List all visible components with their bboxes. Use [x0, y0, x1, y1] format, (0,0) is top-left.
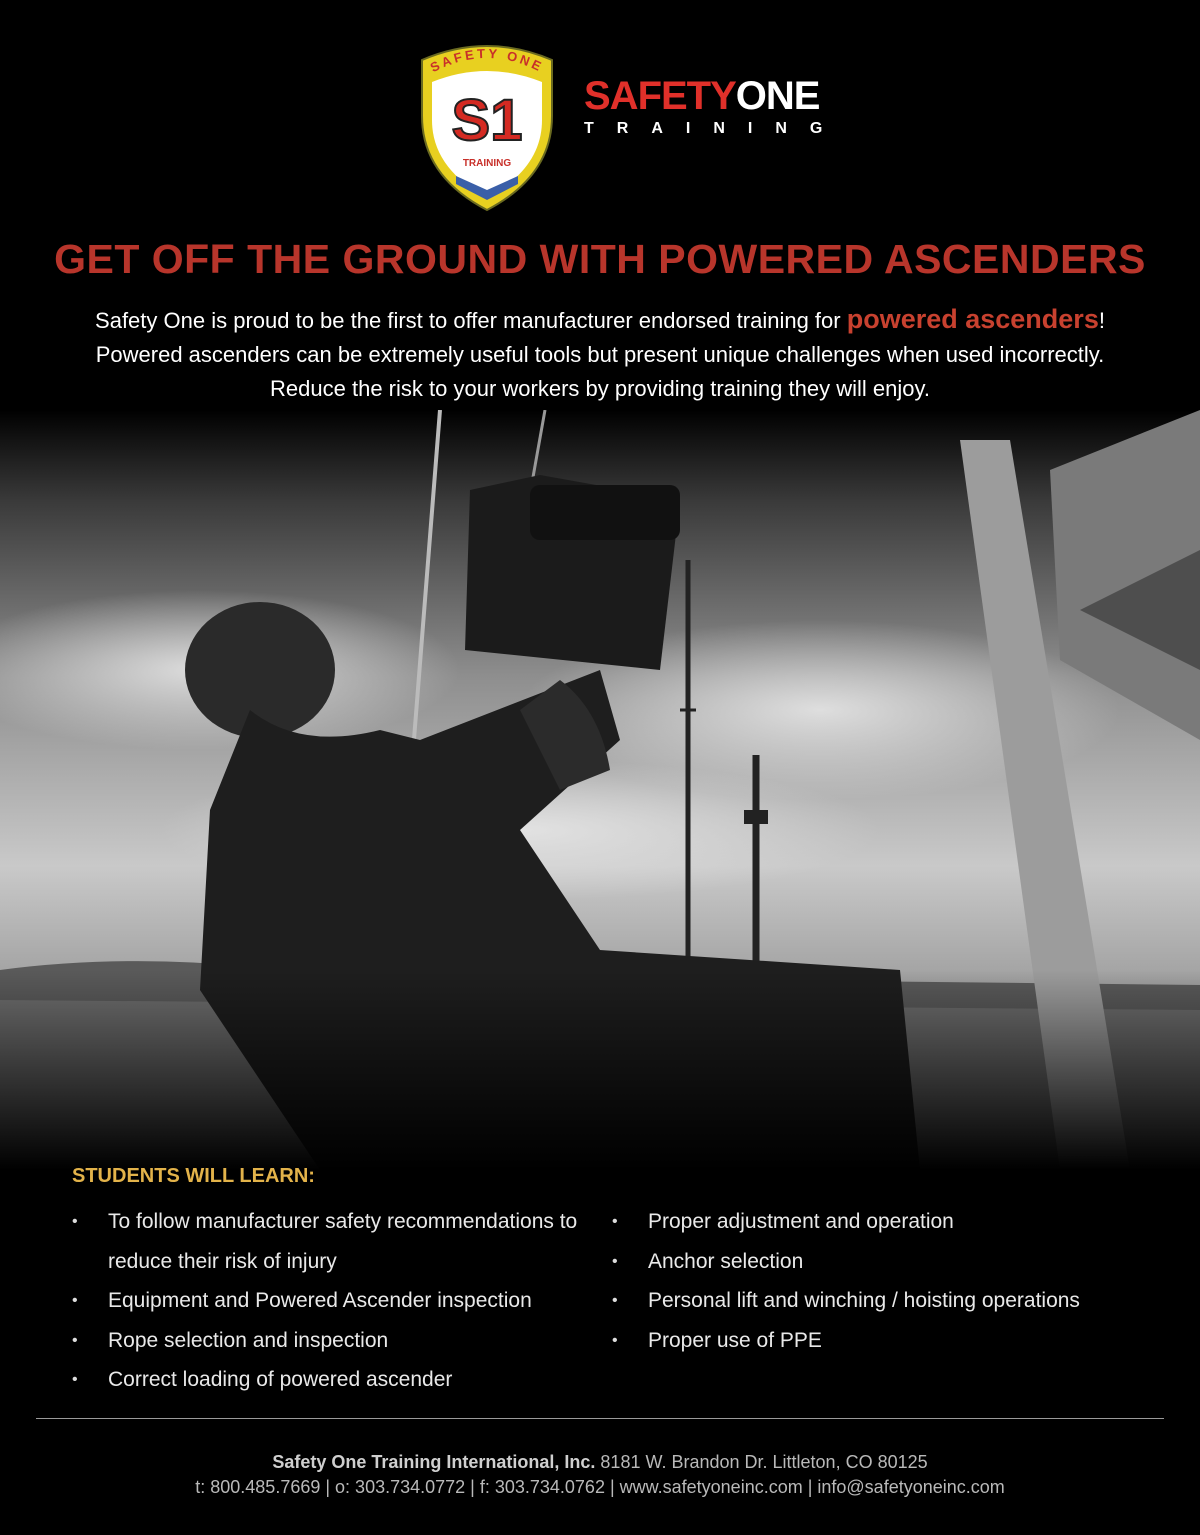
intro-text-after: ! Powered ascenders can be extremely useful tools but present unique challenges when used incorrectly. Reduce the risk to your workers by providing training they will enjoy.	[95, 308, 1105, 401]
badge-bottom-text: TRAINING	[462, 158, 512, 169]
header	[0, 0, 1200, 420]
logo-word-sub: TRAINING	[584, 120, 846, 137]
learn-list-left	[72, 1202, 602, 1400]
intro-paragraph	[60, 302, 1140, 406]
badge-top-text: SAFETY ONE	[427, 45, 547, 76]
hero-photo	[0, 410, 1200, 1170]
footer	[0, 1450, 1200, 1500]
footer-address: 8181 W. Brandon Dr. Littleton, CO 80125	[595, 1452, 928, 1472]
intro-highlight: powered ascenders	[846, 304, 1099, 334]
logo-word-red: SAFETY	[584, 74, 736, 118]
list-item: • Proper adjustment and operation	[612, 1202, 1172, 1242]
logo-wordmark	[584, 76, 845, 138]
list-item: • Equipment and Powered Ascender inspection	[72, 1281, 602, 1321]
footer-contact: t: 800.485.7669 | o: 303.734.0772 | f: 303.734.0762 | www.safetyoneinc.com | info@safetyoneinc.com	[195, 1477, 1005, 1497]
list-item: • Personal lift and winching / hoisting operations	[612, 1281, 1172, 1321]
footer-divider	[36, 1418, 1164, 1419]
learn-section-title: STUDENTS WILL LEARN:	[72, 1165, 315, 1187]
list-item: • Rope selection and inspection	[72, 1321, 602, 1361]
safety-one-shield-logo	[412, 38, 562, 213]
list-item: • Correct loading of powered ascender	[72, 1360, 602, 1400]
list-item: • To follow manufacturer safety recommendations to reduce their risk of injury	[72, 1202, 602, 1281]
logo-word-white: ONE	[735, 74, 820, 118]
badge-mark-text: S1	[451, 88, 523, 153]
intro-text-before: Safety One is proud to be the first to offer manufacturer endorsed training for	[95, 308, 847, 333]
list-item: • Anchor selection	[612, 1242, 1172, 1282]
list-item: • Proper use of PPE	[612, 1321, 1172, 1361]
footer-company: Safety One Training International, Inc.	[272, 1452, 596, 1472]
page-headline: GET OFF THE GROUND WITH POWERED ASCENDERS	[54, 236, 1146, 282]
learn-list-right	[612, 1202, 1172, 1360]
